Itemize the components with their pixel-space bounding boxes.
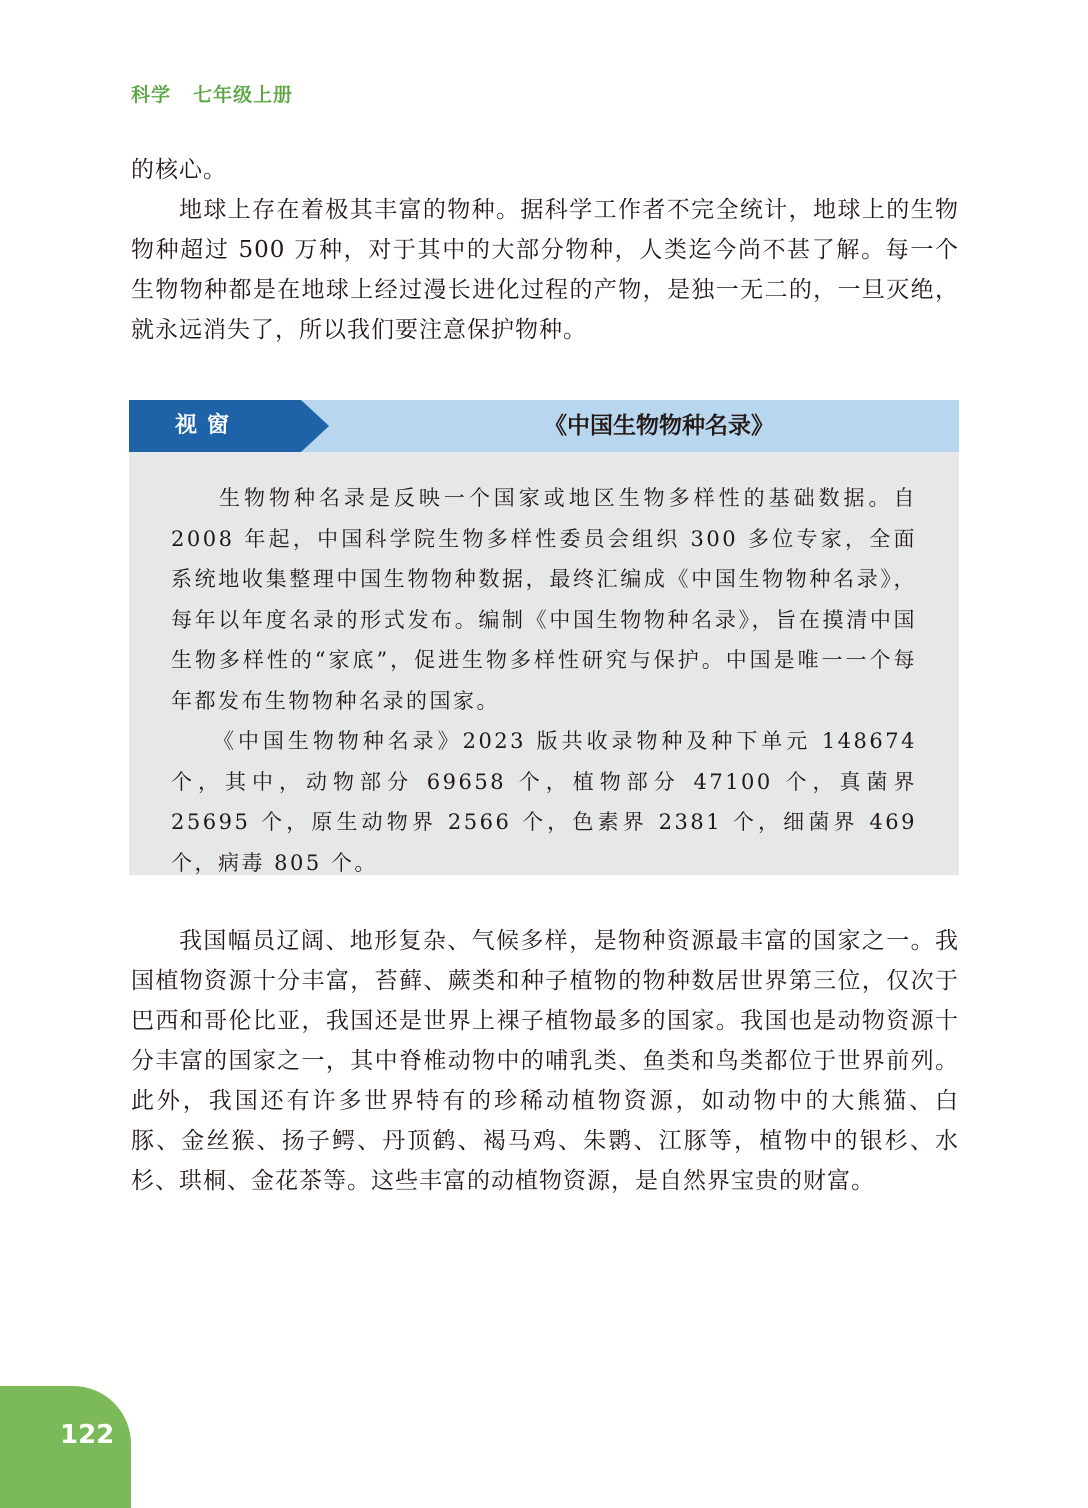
paragraph-china-resources: 我国幅员辽阔、地形复杂、气候多样，是物种资源最丰富的国家之一。我国植物资源十分丰富，苔藓、蕨类和种子植物的物种数居世界第三位，仅次于巴西和哥伦比亚，我国还是世界上裸子植物最多的国家。我国也是动物资源十分丰富的国家之一，其中脊椎动物中的哺乳类、鱼类和鸟类都位于世界前列。此外，我国还有许多世界特有的珍稀动植物资源，如动物中的大熊猫、白 豚、金丝猴、扬子鳄、丹顶鹤、褐马鸡、朱鹮、江豚等，植物中的银杉、水杉、珙桐、金花茶等。这些丰富的动植物资源，是自然界宝贵的财富。 [131, 928, 983, 1194]
running-head-subject: 科学 [131, 84, 172, 106]
window-title: 《中国生物物种名录》 [544, 413, 774, 439]
window-body [171, 478, 917, 883]
window-tab-arrow [301, 400, 329, 452]
running-head-grade: 七年级上册 [193, 84, 294, 106]
paragraph-species: 地球上存在着极其丰富的物种。据科学工作者不完全统计，地球上的生物物种超过 500 万种，对于其中的大部分物种，人类迄今尚不甚了解。每一个生物物种都是在地球上经过漫长进化过程的产物，是独一无二的，一旦灭绝，就永远消失了，所以我们要注意保护物种。 [131, 197, 959, 343]
window-header [129, 400, 959, 452]
running-head [131, 80, 293, 107]
body-text-bottom [131, 921, 983, 1201]
info-window [129, 400, 959, 875]
window-label: 视窗 [175, 413, 240, 438]
window-paragraph-1: 生物物种名录是反映一个国家或地区生物多样性的基础数据。自 2008 年起，中国科学院生物多样性委员会组织 300 多位专家，全面系统地收集整理中国生物物种数据，最终汇编成《中国生物物种名录》，每年以年度名录的形式发布。编制《中国生物物种名录》，旨在摸清中国生物多样性的“家底”，促进生物多样性研究与保护。中国是唯一一个每年都发布生物物种名录的国家。 [171, 486, 917, 713]
window-paragraph-2: 《中国生物物种名录》2023 版共收录物种及种下单元 148674 个，其中，动物部分 69658 个，植物部分 47100 个，真菌界 25695 个，原生动物界 2566 个，色素界 2381 个，细菌界 469 个，病毒 805 个。 [171, 729, 917, 875]
paragraph-continuation: 的核心。 [131, 157, 227, 183]
page-number: 122 [60, 1420, 115, 1450]
body-text-top [131, 150, 959, 350]
